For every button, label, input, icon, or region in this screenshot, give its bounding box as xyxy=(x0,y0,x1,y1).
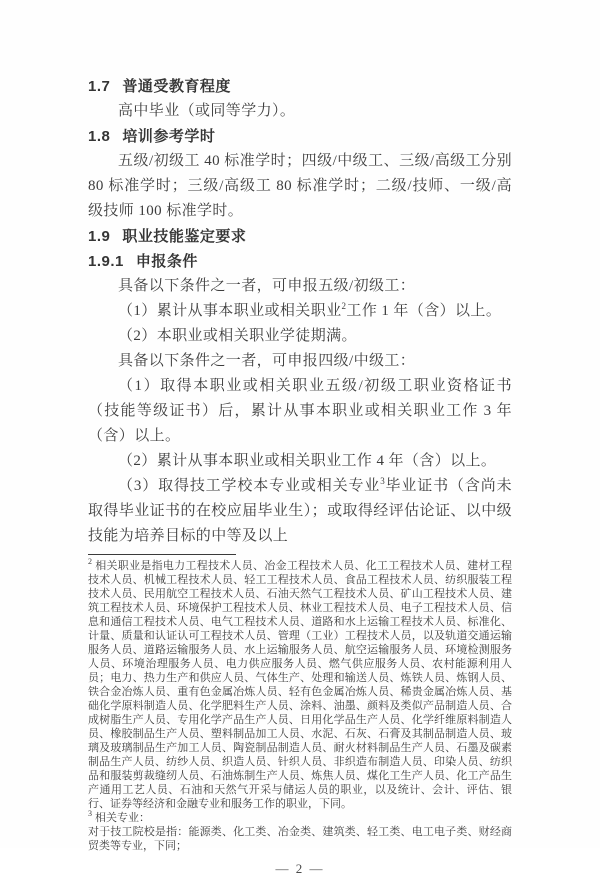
section-number: 1.7 xyxy=(88,78,111,95)
footnote-ref-3: 3 xyxy=(380,476,386,486)
item-text: 毕业证书（含尚未取得毕业证书的在校应届毕业生）；或取得经评估论证、以中级技能为培养目标的中等及以上 xyxy=(88,478,512,544)
paragraph-level5-item1 xyxy=(88,299,512,324)
paragraph-level4-item2: （2）累计从事本职业或相关职业工作 4 年（含）以上。 xyxy=(118,453,497,469)
paragraph-training-hours: 五级/初级工 40 标准学时；四级/中级工、三级/高级工分别 80 标准学时；三级/高级工 80 标准学时；二级/技师、一级/高级技师 100 标准学时。 xyxy=(88,153,512,219)
section-heading-1-9-1 xyxy=(88,249,512,274)
paragraph-level4-item3 xyxy=(88,474,512,549)
paragraph-level4-item1: （1）取得本职业或相关职业五级/初级工职业资格证书（技能等级证书）后，累计从事本职业或相关职业工作 3 年（含）以上。 xyxy=(88,378,512,444)
section-title: 培训参考学时 xyxy=(122,128,216,145)
section-title: 申报条件 xyxy=(135,253,198,270)
footnote-text: 相关专业： xyxy=(95,812,150,824)
section-heading-1-7 xyxy=(88,74,512,99)
item-text: 工作 1 年（含）以上。 xyxy=(346,303,502,319)
item-text: （1）累计从事本职业或相关职业 xyxy=(118,303,342,319)
footnote-3-body: 对于技工院校是指：能源类、化工类、冶金类、建筑类、轻工类、电工电子类、财经商贸类等专业，下同； xyxy=(88,826,512,852)
page-content xyxy=(88,74,512,877)
footnote-marker-2: 2 xyxy=(88,557,92,567)
footnote-2 xyxy=(88,559,512,811)
paragraph-level5-item2: （2）本职业或相关职业学徒期满。 xyxy=(118,328,357,344)
section-title: 普通受教育程度 xyxy=(122,78,231,95)
footnote-ref-2: 2 xyxy=(341,301,347,311)
section-heading-1-9 xyxy=(88,224,512,249)
page-number: — 2 — xyxy=(275,861,325,876)
paragraph-level5-intro: 具备以下条件之一者，可申报五级/初级工： xyxy=(118,278,416,294)
footnote-3-title xyxy=(88,811,512,825)
section-number: 1.9.1 xyxy=(88,253,124,270)
footnote-marker-3: 3 xyxy=(88,809,92,819)
item-text: （3）取得技工学校本专业或相关专业 xyxy=(118,478,381,494)
footnote-separator xyxy=(88,554,236,555)
section-title: 职业技能鉴定要求 xyxy=(122,228,247,245)
paragraph-education: 高中毕业（或同等学力）。 xyxy=(118,103,296,119)
section-heading-1-8 xyxy=(88,124,512,149)
section-number: 1.8 xyxy=(88,128,111,145)
footnotes-block xyxy=(88,554,512,853)
footnote-text: 相关职业是指电力工程技术人员、冶金工程技术人员、化工工程技术人员、建材工程技术人员、机械工程技术人员、轻工工程技术人员、食品工程技术人员、纺织服装工程技术人员、民用航空工程技术人员、石油天然气工程技术人员、矿山工程技术人员、建筑工程技术人员、环境保护工程技术人员、林业工程技术人员、电子工程技术人员、信息和通信工程技术人员、电气工程技术人员、道路和水上运输工程技术人员、标准化、计量、质量和认证认可工程技术人员、管理（工业）工程技术人员，以及轨道交通运输服务人员、道路运输服务人员、水上运输服务人员、航空运输服务人员、环境检测服务人员、环境治理服务人员、电力供应服务人员、燃气供应服务人员、农村能源利用人员；电力、热力生产和供应人员、气体生产、处理和输送人员、炼铁人员、炼钢人员、铁合金冶炼人员、重有色金属冶炼人员、轻有色金属冶炼人员、稀贵金属冶炼人员、基础化学原料制造人员、化学肥料生产人员、涂料、油墨、颜料及类似产品制造人员、合成树脂生产人员、专用化学产品生产人员、日用化学品生产人员、化学纤维原料制造人员、橡胶制品生产人员、塑料制品加工人员、水泥、石灰、石膏及其制品制造人员、玻璃及玻璃制品生产加工人员、陶瓷制品制造人员、耐火材料制品生产人员、石墨及碳素制品生产人员、纺纱人员、织造人员、针织人员、非织造布制造人员、印染人员、纺织品和服装剪裁缝纫人员、石油炼制生产人员、炼焦人员、煤化工生产人员、化工产品生产通用工艺人员、石油和天然气开采与储运人员的职业，以及统计、会计、评估、银行、证券等经济和金融专业和服务工作的职业，下同。 xyxy=(88,560,512,810)
section-number: 1.9 xyxy=(88,228,111,245)
paragraph-level4-intro: 具备以下条件之一者，可申报四级/中级工： xyxy=(118,353,416,369)
